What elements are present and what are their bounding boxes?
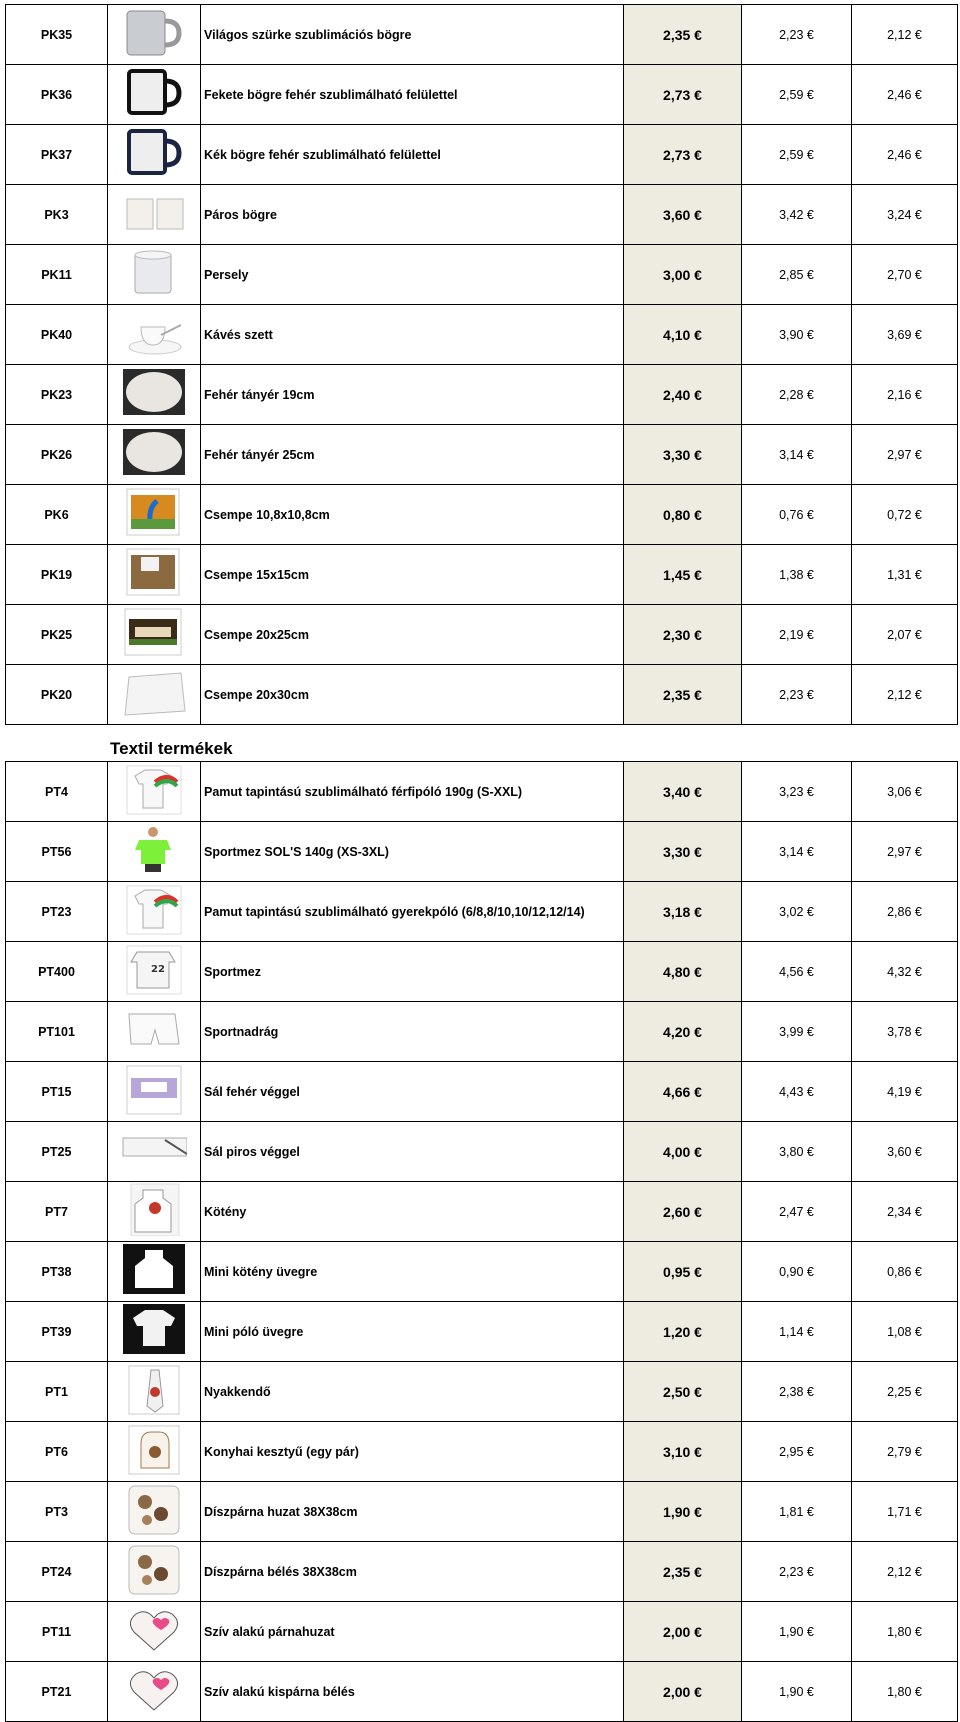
product-thumbnail — [108, 65, 201, 125]
price-tier-2: 3,42 € — [742, 185, 852, 245]
product-thumbnail — [108, 545, 201, 605]
price-tier-3: 1,08 € — [852, 1302, 958, 1362]
product-thumbnail — [108, 942, 201, 1002]
product-name: Nyakkendő — [201, 1362, 624, 1422]
price-tier-2: 2,19 € — [742, 605, 852, 665]
product-name: Fekete bögre fehér szublimálható felülettel — [201, 65, 624, 125]
product-code: PT7 — [6, 1182, 108, 1242]
product-thumbnail — [108, 1422, 201, 1482]
price-base: 4,20 € — [624, 1002, 742, 1062]
table-row — [6, 185, 958, 245]
price-base: 2,73 € — [624, 65, 742, 125]
product-name: Mini póló üvegre — [201, 1302, 624, 1362]
price-tier-2: 0,90 € — [742, 1242, 852, 1302]
product-code: PT38 — [6, 1242, 108, 1302]
price-tier-3: 2,79 € — [852, 1422, 958, 1482]
price-tier-2: 0,76 € — [742, 485, 852, 545]
tile-house-image — [121, 605, 187, 664]
price-tier-3: 2,97 € — [852, 822, 958, 882]
price-tier-2: 3,80 € — [742, 1122, 852, 1182]
pair-mugs-image — [121, 185, 187, 244]
price-base: 2,73 € — [624, 125, 742, 185]
product-code: PK19 — [6, 545, 108, 605]
product-thumbnail — [108, 1362, 201, 1422]
product-code: PK11 — [6, 245, 108, 305]
price-tier-2: 3,14 € — [742, 822, 852, 882]
price-base: 4,66 € — [624, 1062, 742, 1122]
product-name: Kötény — [201, 1182, 624, 1242]
pillow-image — [121, 1542, 187, 1601]
product-code: PT25 — [6, 1122, 108, 1182]
price-base: 3,00 € — [624, 245, 742, 305]
price-tier-3: 0,86 € — [852, 1242, 958, 1302]
product-thumbnail — [108, 882, 201, 942]
product-name: Pamut tapintású szublimálható gyerekpóló (6/8,8/10,10/12,12/14) — [201, 882, 624, 942]
price-tier-3: 2,16 € — [852, 365, 958, 425]
product-name: Kék bögre fehér szublimálható felülettel — [201, 125, 624, 185]
tshirt-image — [121, 882, 187, 941]
price-base: 2,35 € — [624, 665, 742, 725]
product-name: Fehér tányér 25cm — [201, 425, 624, 485]
product-name: Fehér tányér 19cm — [201, 365, 624, 425]
price-tier-2: 2,47 € — [742, 1182, 852, 1242]
product-code: PT400 — [6, 942, 108, 1002]
price-base: 3,18 € — [624, 882, 742, 942]
product-name: Szív alakú kispárna bélés — [201, 1662, 624, 1722]
product-code: PT23 — [6, 882, 108, 942]
product-code: PT24 — [6, 1542, 108, 1602]
price-base: 4,10 € — [624, 305, 742, 365]
mini-shirt-image — [121, 1302, 187, 1361]
price-base: 4,80 € — [624, 942, 742, 1002]
price-tier-3: 4,32 € — [852, 942, 958, 1002]
price-base: 2,30 € — [624, 605, 742, 665]
scarf-image — [121, 1062, 187, 1121]
price-tier-2: 2,95 € — [742, 1422, 852, 1482]
green-shirt-image — [121, 822, 187, 881]
price-tier-3: 1,71 € — [852, 1482, 958, 1542]
table-row — [6, 605, 958, 665]
product-thumbnail — [108, 185, 201, 245]
money-box-image — [121, 245, 187, 304]
tshirt-image — [121, 762, 187, 821]
price-tier-2: 2,85 € — [742, 245, 852, 305]
oven-glove-image — [121, 1422, 187, 1481]
price-tier-3: 2,70 € — [852, 245, 958, 305]
table-row — [6, 1242, 958, 1302]
product-thumbnail — [108, 485, 201, 545]
price-base: 3,60 € — [624, 185, 742, 245]
shorts-image — [121, 1002, 187, 1061]
textile-price-table — [5, 761, 958, 1722]
product-code: PK36 — [6, 65, 108, 125]
product-code: PT6 — [6, 1422, 108, 1482]
product-name: Sportmez — [201, 942, 624, 1002]
heart-pillow-image — [121, 1602, 187, 1661]
price-base: 2,35 € — [624, 1542, 742, 1602]
table-row — [6, 5, 958, 65]
product-code: PK6 — [6, 485, 108, 545]
table-row — [6, 425, 958, 485]
price-tier-3: 0,72 € — [852, 485, 958, 545]
table-row — [6, 485, 958, 545]
product-code: PK37 — [6, 125, 108, 185]
product-thumbnail — [108, 1062, 201, 1122]
price-base: 2,35 € — [624, 5, 742, 65]
product-thumbnail — [108, 1482, 201, 1542]
product-name: Mini kötény üvegre — [201, 1242, 624, 1302]
table-row — [6, 1122, 958, 1182]
product-thumbnail — [108, 425, 201, 485]
product-code: PK25 — [6, 605, 108, 665]
white-plate-image — [121, 425, 187, 484]
price-tier-2: 2,23 € — [742, 5, 852, 65]
price-tier-2: 3,90 € — [742, 305, 852, 365]
heart-pillow-image — [121, 1662, 187, 1721]
price-tier-3: 2,97 € — [852, 425, 958, 485]
product-code: PK23 — [6, 365, 108, 425]
product-name: Csempe 15x15cm — [201, 545, 624, 605]
black-mug-image — [121, 65, 187, 124]
product-thumbnail — [108, 1602, 201, 1662]
apron-image — [121, 1182, 187, 1241]
table-row — [6, 1062, 958, 1122]
product-code: PK3 — [6, 185, 108, 245]
price-tier-3: 2,07 € — [852, 605, 958, 665]
price-tier-3: 1,80 € — [852, 1662, 958, 1722]
price-tier-3: 2,86 € — [852, 882, 958, 942]
product-name: Páros bögre — [201, 185, 624, 245]
product-code: PT39 — [6, 1302, 108, 1362]
white-plate-image — [121, 365, 187, 424]
price-base: 3,30 € — [624, 822, 742, 882]
price-base: 2,00 € — [624, 1662, 742, 1722]
price-base: 0,80 € — [624, 485, 742, 545]
price-tier-2: 2,23 € — [742, 1542, 852, 1602]
table-row — [6, 822, 958, 882]
pillow-image — [121, 1482, 187, 1541]
price-base: 1,20 € — [624, 1302, 742, 1362]
price-tier-3: 3,60 € — [852, 1122, 958, 1182]
price-tier-3: 1,80 € — [852, 1602, 958, 1662]
product-thumbnail — [108, 762, 201, 822]
price-base: 4,00 € — [624, 1122, 742, 1182]
coffee-set-image — [121, 305, 187, 364]
svg-text:22: 22 — [151, 964, 165, 975]
price-tier-3: 2,46 € — [852, 65, 958, 125]
table-row — [6, 1422, 958, 1482]
product-thumbnail — [108, 822, 201, 882]
product-thumbnail — [108, 125, 201, 185]
product-thumbnail — [108, 245, 201, 305]
product-name: Sál piros véggel — [201, 1122, 624, 1182]
product-name: Csempe 20x25cm — [201, 605, 624, 665]
price-tier-2: 1,90 € — [742, 1602, 852, 1662]
price-tier-2: 4,43 € — [742, 1062, 852, 1122]
product-name: Díszpárna huzat 38X38cm — [201, 1482, 624, 1542]
table-row — [6, 125, 958, 185]
price-tier-3: 2,12 € — [852, 1542, 958, 1602]
product-code: PT101 — [6, 1002, 108, 1062]
tile-photo-image — [121, 545, 187, 604]
product-thumbnail — [108, 1002, 201, 1062]
product-thumbnail — [108, 1182, 201, 1242]
product-code: PK20 — [6, 665, 108, 725]
product-name: Szív alakú párnahuzat — [201, 1602, 624, 1662]
price-base: 2,60 € — [624, 1182, 742, 1242]
price-tier-3: 1,31 € — [852, 545, 958, 605]
table-row — [6, 1602, 958, 1662]
price-tier-2: 1,14 € — [742, 1302, 852, 1362]
tile-peacock-image — [121, 485, 187, 544]
table-row — [6, 942, 958, 1002]
table-row — [6, 365, 958, 425]
table-row — [6, 545, 958, 605]
product-name: Sportmez SOL'S 140g (XS-3XL) — [201, 822, 624, 882]
price-base: 3,10 € — [624, 1422, 742, 1482]
price-base: 2,50 € — [624, 1362, 742, 1422]
table-row — [6, 65, 958, 125]
table-row — [6, 1482, 958, 1542]
price-tier-3: 2,12 € — [852, 665, 958, 725]
ceramics-price-table — [5, 4, 958, 725]
table-row — [6, 882, 958, 942]
product-name: Pamut tapintású szublimálható férfipóló 190g (S-XXL) — [201, 762, 624, 822]
product-name: Csempe 10,8x10,8cm — [201, 485, 624, 545]
price-tier-2: 2,23 € — [742, 665, 852, 725]
jersey-image — [121, 942, 187, 1001]
price-tier-3: 2,34 € — [852, 1182, 958, 1242]
tile-blank-image — [121, 665, 187, 724]
product-code: PK40 — [6, 305, 108, 365]
product-thumbnail — [108, 305, 201, 365]
price-tier-2: 4,56 € — [742, 942, 852, 1002]
product-code: PK26 — [6, 425, 108, 485]
price-tier-2: 2,59 € — [742, 125, 852, 185]
table-row — [6, 665, 958, 725]
blue-mug-image — [121, 125, 187, 184]
product-code: PT21 — [6, 1662, 108, 1722]
product-code: PT3 — [6, 1482, 108, 1542]
price-tier-2: 3,02 € — [742, 882, 852, 942]
product-thumbnail — [108, 1242, 201, 1302]
price-tier-2: 3,14 € — [742, 425, 852, 485]
product-thumbnail — [108, 1302, 201, 1362]
price-tier-3: 2,12 € — [852, 5, 958, 65]
price-base: 2,00 € — [624, 1602, 742, 1662]
price-base: 3,30 € — [624, 425, 742, 485]
section-title-textile: Textil termékek — [110, 739, 233, 758]
price-tier-2: 1,90 € — [742, 1662, 852, 1722]
product-thumbnail — [108, 5, 201, 65]
product-thumbnail — [108, 365, 201, 425]
table-row — [6, 762, 958, 822]
product-code: PT1 — [6, 1362, 108, 1422]
table-row — [6, 1182, 958, 1242]
product-code: PT56 — [6, 822, 108, 882]
product-thumbnail — [108, 665, 201, 725]
price-tier-2: 2,28 € — [742, 365, 852, 425]
table-row — [6, 1662, 958, 1722]
price-tier-3: 3,69 € — [852, 305, 958, 365]
price-tier-2: 2,59 € — [742, 65, 852, 125]
price-tier-2: 1,81 € — [742, 1482, 852, 1542]
light-grey-mug-image — [121, 5, 187, 64]
product-code: PT15 — [6, 1062, 108, 1122]
price-tier-3: 3,24 € — [852, 185, 958, 245]
product-thumbnail — [108, 1662, 201, 1722]
table-row — [6, 1302, 958, 1362]
product-name: Sportnadrág — [201, 1002, 624, 1062]
scarf-roll-image — [121, 1122, 187, 1181]
product-name: Kávés szett — [201, 305, 624, 365]
product-name: Konyhai kesztyű (egy pár) — [201, 1422, 624, 1482]
price-tier-3: 2,25 € — [852, 1362, 958, 1422]
table-row — [6, 1362, 958, 1422]
product-name: Világos szürke szublimációs bögre — [201, 5, 624, 65]
mini-apron-image — [121, 1242, 187, 1301]
price-base: 2,40 € — [624, 365, 742, 425]
table-row — [6, 305, 958, 365]
price-tier-3: 4,19 € — [852, 1062, 958, 1122]
product-code: PT4 — [6, 762, 108, 822]
product-code: PK35 — [6, 5, 108, 65]
table-row — [6, 1002, 958, 1062]
product-thumbnail — [108, 1542, 201, 1602]
price-base: 0,95 € — [624, 1242, 742, 1302]
product-thumbnail — [108, 605, 201, 665]
product-name: Csempe 20x30cm — [201, 665, 624, 725]
price-tier-3: 3,06 € — [852, 762, 958, 822]
product-name: Sál fehér véggel — [201, 1062, 624, 1122]
product-thumbnail — [108, 1122, 201, 1182]
price-base: 1,90 € — [624, 1482, 742, 1542]
price-tier-2: 3,23 € — [742, 762, 852, 822]
tie-image — [121, 1362, 187, 1421]
price-tier-2: 1,38 € — [742, 545, 852, 605]
price-tier-2: 3,99 € — [742, 1002, 852, 1062]
price-tier-2: 2,38 € — [742, 1362, 852, 1422]
price-tier-3: 3,78 € — [852, 1002, 958, 1062]
table-row — [6, 1542, 958, 1602]
table-row — [6, 245, 958, 305]
product-name: Persely — [201, 245, 624, 305]
price-tier-3: 2,46 € — [852, 125, 958, 185]
product-code: PT11 — [6, 1602, 108, 1662]
price-base: 3,40 € — [624, 762, 742, 822]
product-name: Díszpárna bélés 38X38cm — [201, 1542, 624, 1602]
price-base: 1,45 € — [624, 545, 742, 605]
